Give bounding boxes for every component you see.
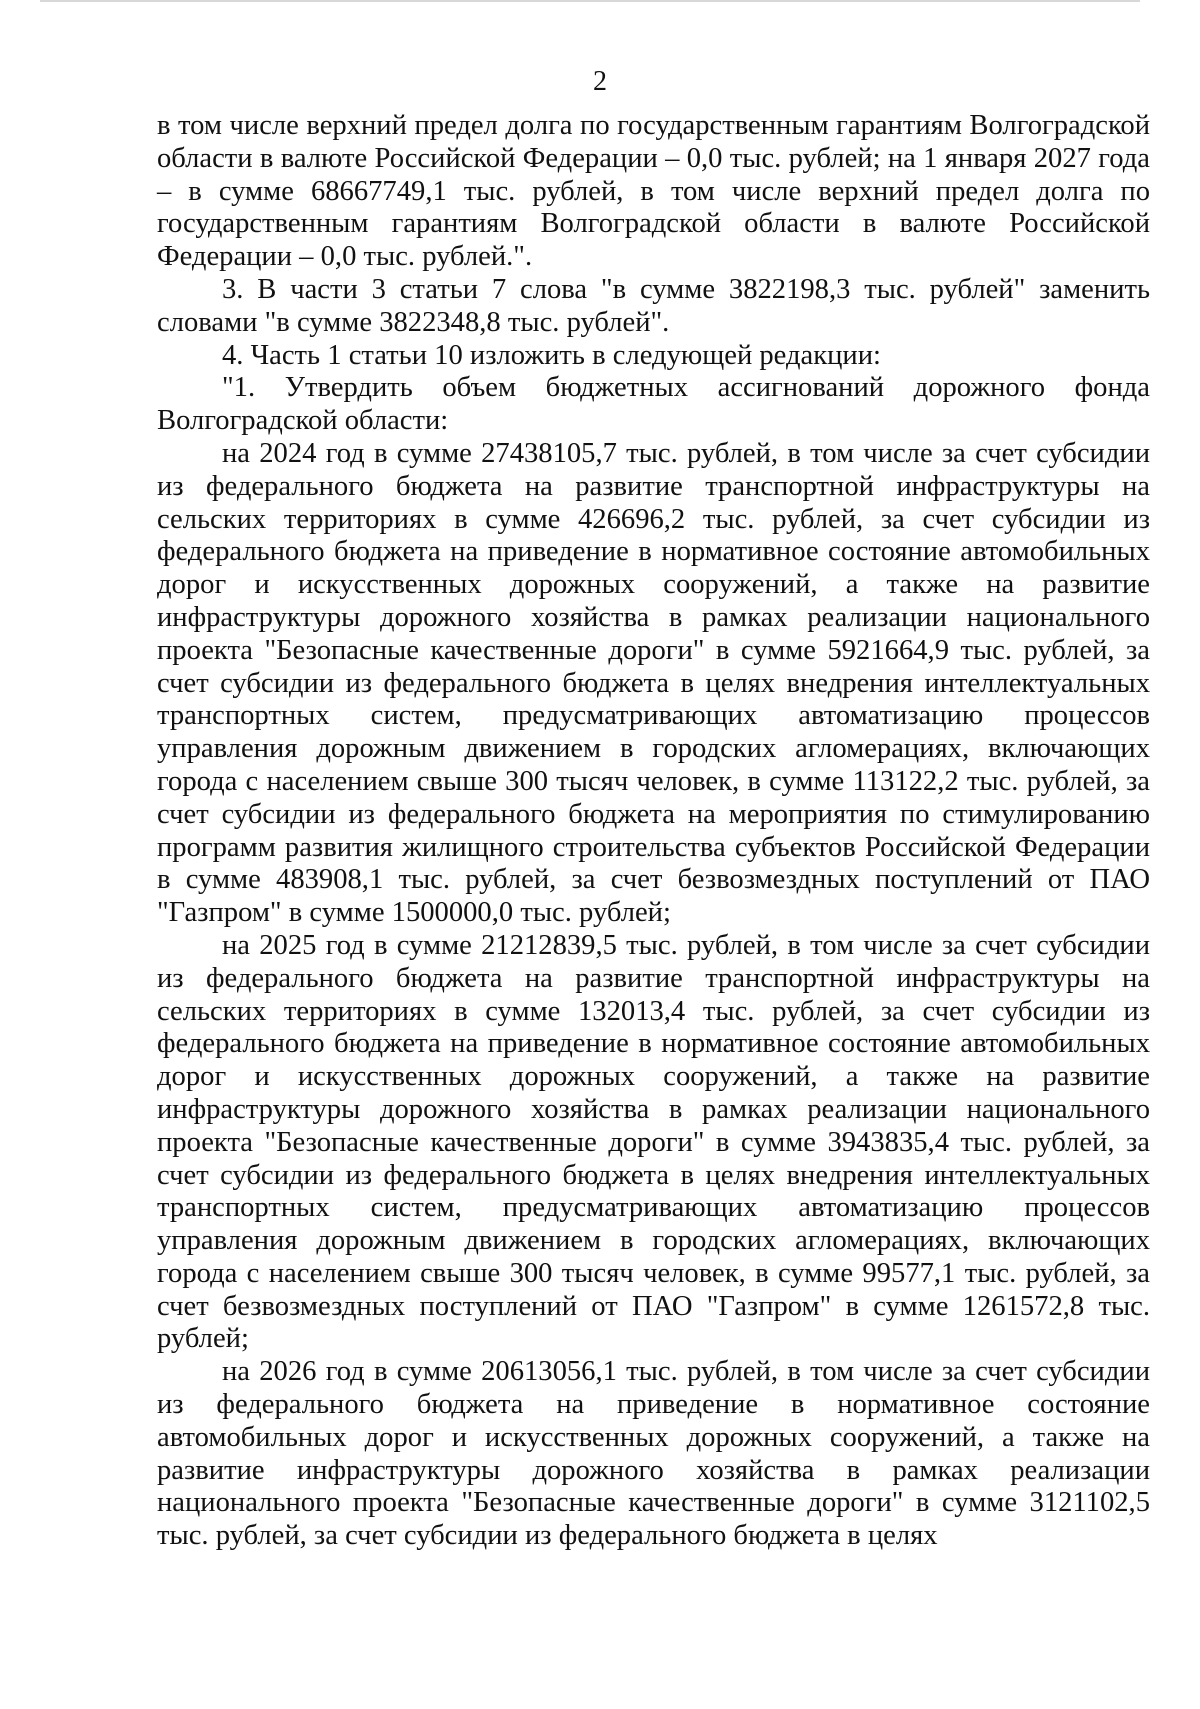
paragraph-year-2026: на 2026 год в сумме 20613056,1 тыс. рублей, в том числе за счет субсидии из федерального бюджета на приведение в нормативное состояние автомобильных дорог и искусственных дорожных сооружений, а также на развитие инфраструктуры дорожного хозяйства в рамках реализации национального проекта "Безопасные качественные дороги" в сумме 3121102,5 тыс. рублей, за счет субсидии из федерального бюджета в целях (157, 1356, 1150, 1552)
paragraph-amendment-3: 3. В части 3 статьи 7 слова "в сумме 3822198,3 тыс. рублей" заменить словами "в сумме 3822348,8 тыс. рублей". (157, 273, 1150, 338)
scan-edge (40, 0, 1140, 2)
paragraph-road-fund-intro: "1. Утвердить объем бюджетных ассигнований дорожного фонда Волгоградской области: (157, 372, 1150, 437)
document-body (157, 110, 1150, 1553)
page-number: 2 (593, 66, 607, 97)
paragraph-debt-limit: в том числе верхний предел долга по государственным гарантиям Волгоградской области в валюте Российской Федерации – 0,0 тыс. рублей; на 1 января 2027 года – в сумме 68667749,1 тыс. рублей, в том числе верхний предел долга по государственным гарантиям Волгоградской области в валюте Российской Федерации – 0,0 тыс. рублей.". (157, 110, 1150, 273)
paragraph-amendment-4: 4. Часть 1 статьи 10 изложить в следующей редакции: (222, 339, 881, 371)
paragraph-year-2025: на 2025 год в сумме 21212839,5 тыс. рублей, в том числе за счет субсидии из федерального бюджета на развитие транспортной инфраструктуры на сельских территориях в сумме 132013,4 тыс. рублей, за счет субсидии из федерального бюджета на приведение в нормативное состояние автомобильных дорог и искусственных дорожных сооружений, а также на развитие инфраструктуры дорожного хозяйства в рамках реализации национального проекта "Безопасные качественные дороги" в сумме 3943835,4 тыс. рублей, за счет субсидии из федерального бюджета в целях внедрения интеллектуальных транспортных систем, предусматривающих автоматизацию процессов управления дорожным движением в городских агломерациях, включающих города с населением свыше 300 тысяч человек, в сумме 99577,1 тыс. рублей, за счет безвозмездных поступлений от ПАО "Газпром" в сумме 1261572,8 тыс. рублей; (157, 929, 1150, 1355)
paragraph-year-2024: на 2024 год в сумме 27438105,7 тыс. рублей, в том числе за счет субсидии из федерального бюджета на развитие транспортной инфраструктуры на сельских территориях в сумме 426696,2 тыс. рублей, за счет субсидии из федерального бюджета на приведение в нормативное состояние автомобильных дорог и искусственных дорожных сооружений, а также на развитие инфраструктуры дорожного хозяйства в рамках реализации национального проекта "Безопасные качественные дороги" в сумме 5921664,9 тыс. рублей, за счет субсидии из федерального бюджета в целях внедрения интеллектуальных транспортных систем, предусматривающих автоматизацию процессов управления дорожным движением в городских агломерациях, включающих города с населением свыше 300 тысяч человек, в сумме 113122,2 тыс. рублей, за счет субсидии из федерального бюджета на мероприятия по стимулированию программ развития жилищного строительства субъектов Российской Федерации в сумме 483908,1 тыс. рублей, за счет безвозмездных поступлений от ПАО "Газпром" в сумме 1500000,0 тыс. рублей; (157, 437, 1150, 929)
